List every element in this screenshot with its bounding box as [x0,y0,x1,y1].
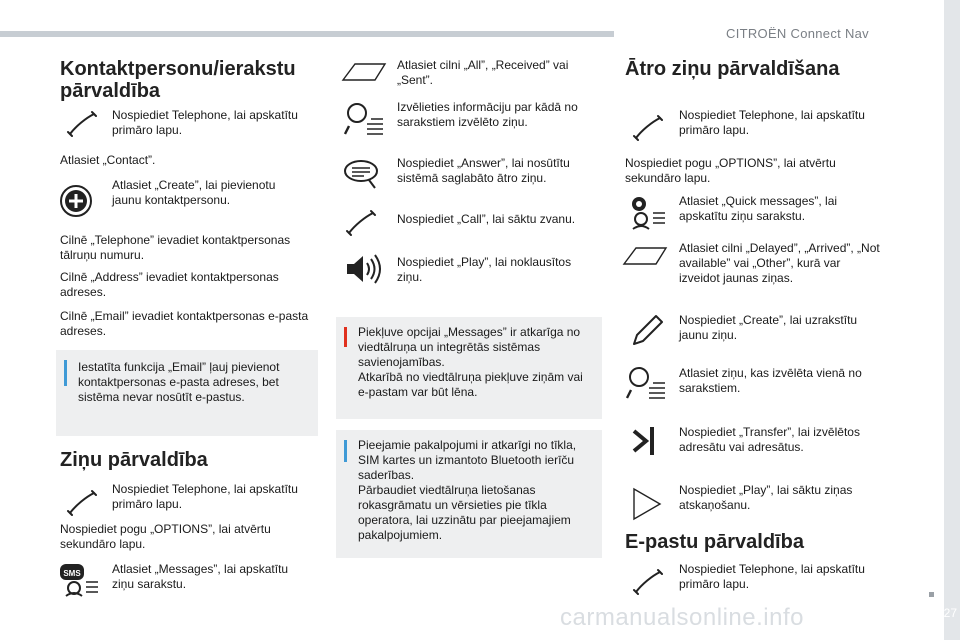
end-marker [929,592,934,597]
info-box-services [336,430,602,558]
phone-handset-icon [630,566,670,598]
call-icon [343,207,383,239]
text-tabs-delayed: Atlasiet cilni „Delayed”, „Arrived”, „Not available” vai „Other”, kurā var izveidot jaunas ziņas. [679,241,880,285]
text-create: Atlasiet „Create”, lai pievienotu jaunu kontaktpersonu. [112,178,276,207]
heading-quick-messages: Ātro ziņu pārvaldīšana [625,58,840,80]
warning-icon [344,327,347,347]
list-select-icon [625,366,669,402]
phone-handset-icon [64,108,104,140]
warning-box [336,317,602,419]
text-tab-address: Cilnē „Address” ievadiet kontaktpersonas adreses. [60,270,279,299]
list-select-icon [343,102,387,138]
sidebar-strip [944,0,960,640]
text-tab-telephone: Cilnē „Telephone” ievadiet kontaktpersonas tālruņu numuru. [60,233,291,262]
text-options-2: Nospiediet pogu „OPTIONS”, lai atvērtu sekundāro lapu. [625,156,836,185]
text-call: Nospiediet „Call”, lai sāktu zvanu. [397,212,576,226]
text-quick-messages: Atlasiet „Quick messages”, lai apskatītu ziņu sarakstu. [679,194,838,223]
play-icon [630,486,664,522]
footer-watermark: carmanualsonline.info [560,604,804,631]
pencil-icon [630,312,666,348]
text-tabs-all: Atlasiet cilni „All”, „Received” vai „Sent”. [397,58,569,87]
text-options-1: Nospiediet pogu „OPTIONS”, lai atvērtu sekundāro lapu. [60,522,271,551]
add-icon [58,183,94,219]
info-icon [344,440,347,462]
text-transfer: Nospiediet „Transfer”, lai izvēlētos adresātu vai adresātus. [679,425,860,454]
text-tab-email: Cilnē „Email” ievadiet kontaktpersonas e-pasta adreses. [60,309,309,338]
text-telephone-3: Nospiediet Telephone, lai apskatītu primāro lapu. [679,108,865,137]
heading-contacts: Kontaktpersonu/ierakstu pārvaldība [60,58,296,102]
text-messages: Atlasiet „Messages”, lai apskatītu ziņu sarakstu. [112,562,289,591]
info-text-email: Iestatīta funkcija „Email” ļauj pievienot kontaktpersonas e-pasta adreses, bet sistēma nevar nosūtīt e-pastus. [78,360,280,404]
transfer-icon [630,425,670,457]
text-contact: Atlasiet „Contact”. [60,153,156,167]
info-box-email [56,350,318,436]
text-select-message: Atlasiet ziņu, kas izvēlēta vienā no sarakstiem. [679,366,862,395]
text-play: Nospiediet „Play”, lai noklausītos ziņu. [397,255,572,284]
tab-outline-icon [622,246,668,266]
phone-handset-icon [64,487,104,519]
text-telephone-4: Nospiediet Telephone, lai apskatītu primāro lapu. [679,562,865,591]
quick-messages-icon [625,195,669,231]
answer-message-icon [343,158,383,190]
speaker-play-icon [343,253,383,285]
phone-handset-icon [630,112,670,144]
heading-messages: Ziņu pārvaldība [60,449,208,471]
heading-email: E-pastu pārvaldība [625,531,804,553]
text-choose-info: Izvēlieties informāciju par kādā no sarakstiem izvēlēto ziņu. [397,100,578,129]
top-rule [0,31,614,37]
text-telephone-2: Nospiediet Telephone, lai apskatītu primāro lapu. [112,482,298,511]
page-number: 27 [943,606,957,620]
text-play-message: Nospiediet „Play”, lai sāktu ziņas atskaņošanu. [679,483,853,512]
text-create-message: Nospiediet „Create”, lai uzrakstītu jaunu ziņu. [679,313,858,342]
tab-outline-icon [341,62,387,82]
info-icon [64,360,67,386]
sms-messages-icon [58,562,102,598]
text-answer: Nospiediet „Answer”, lai nosūtītu sistēmā saglabāto ātro ziņu. [397,156,570,185]
text-telephone-1: Nospiediet Telephone, lai apskatītu primāro lapu. [112,108,298,137]
page-header-title: CITROËN Connect Nav [726,26,869,41]
sms-label: SMS [63,569,81,578]
warning-text: Piekļuve opcijai „Messages” ir atkarīga no viedtālruņa un integrētās sistēmas savienojamības. Atkarībā no viedtālruņa piekļuve ziņām vai e-pastam var būt lēna. [358,325,583,399]
info-text-services: Pieejamie pakalpojumi ir atkarīgi no tīkla, SIM kartes un izmantoto Bluetooth ierīču saderības. Pārbaudiet viedtālruņa lietošanas rokasgrāmatu un vērsieties pie tīkla operatora, lai uzzinātu par pieejamajiem pakalpojumiem. [358,438,577,542]
